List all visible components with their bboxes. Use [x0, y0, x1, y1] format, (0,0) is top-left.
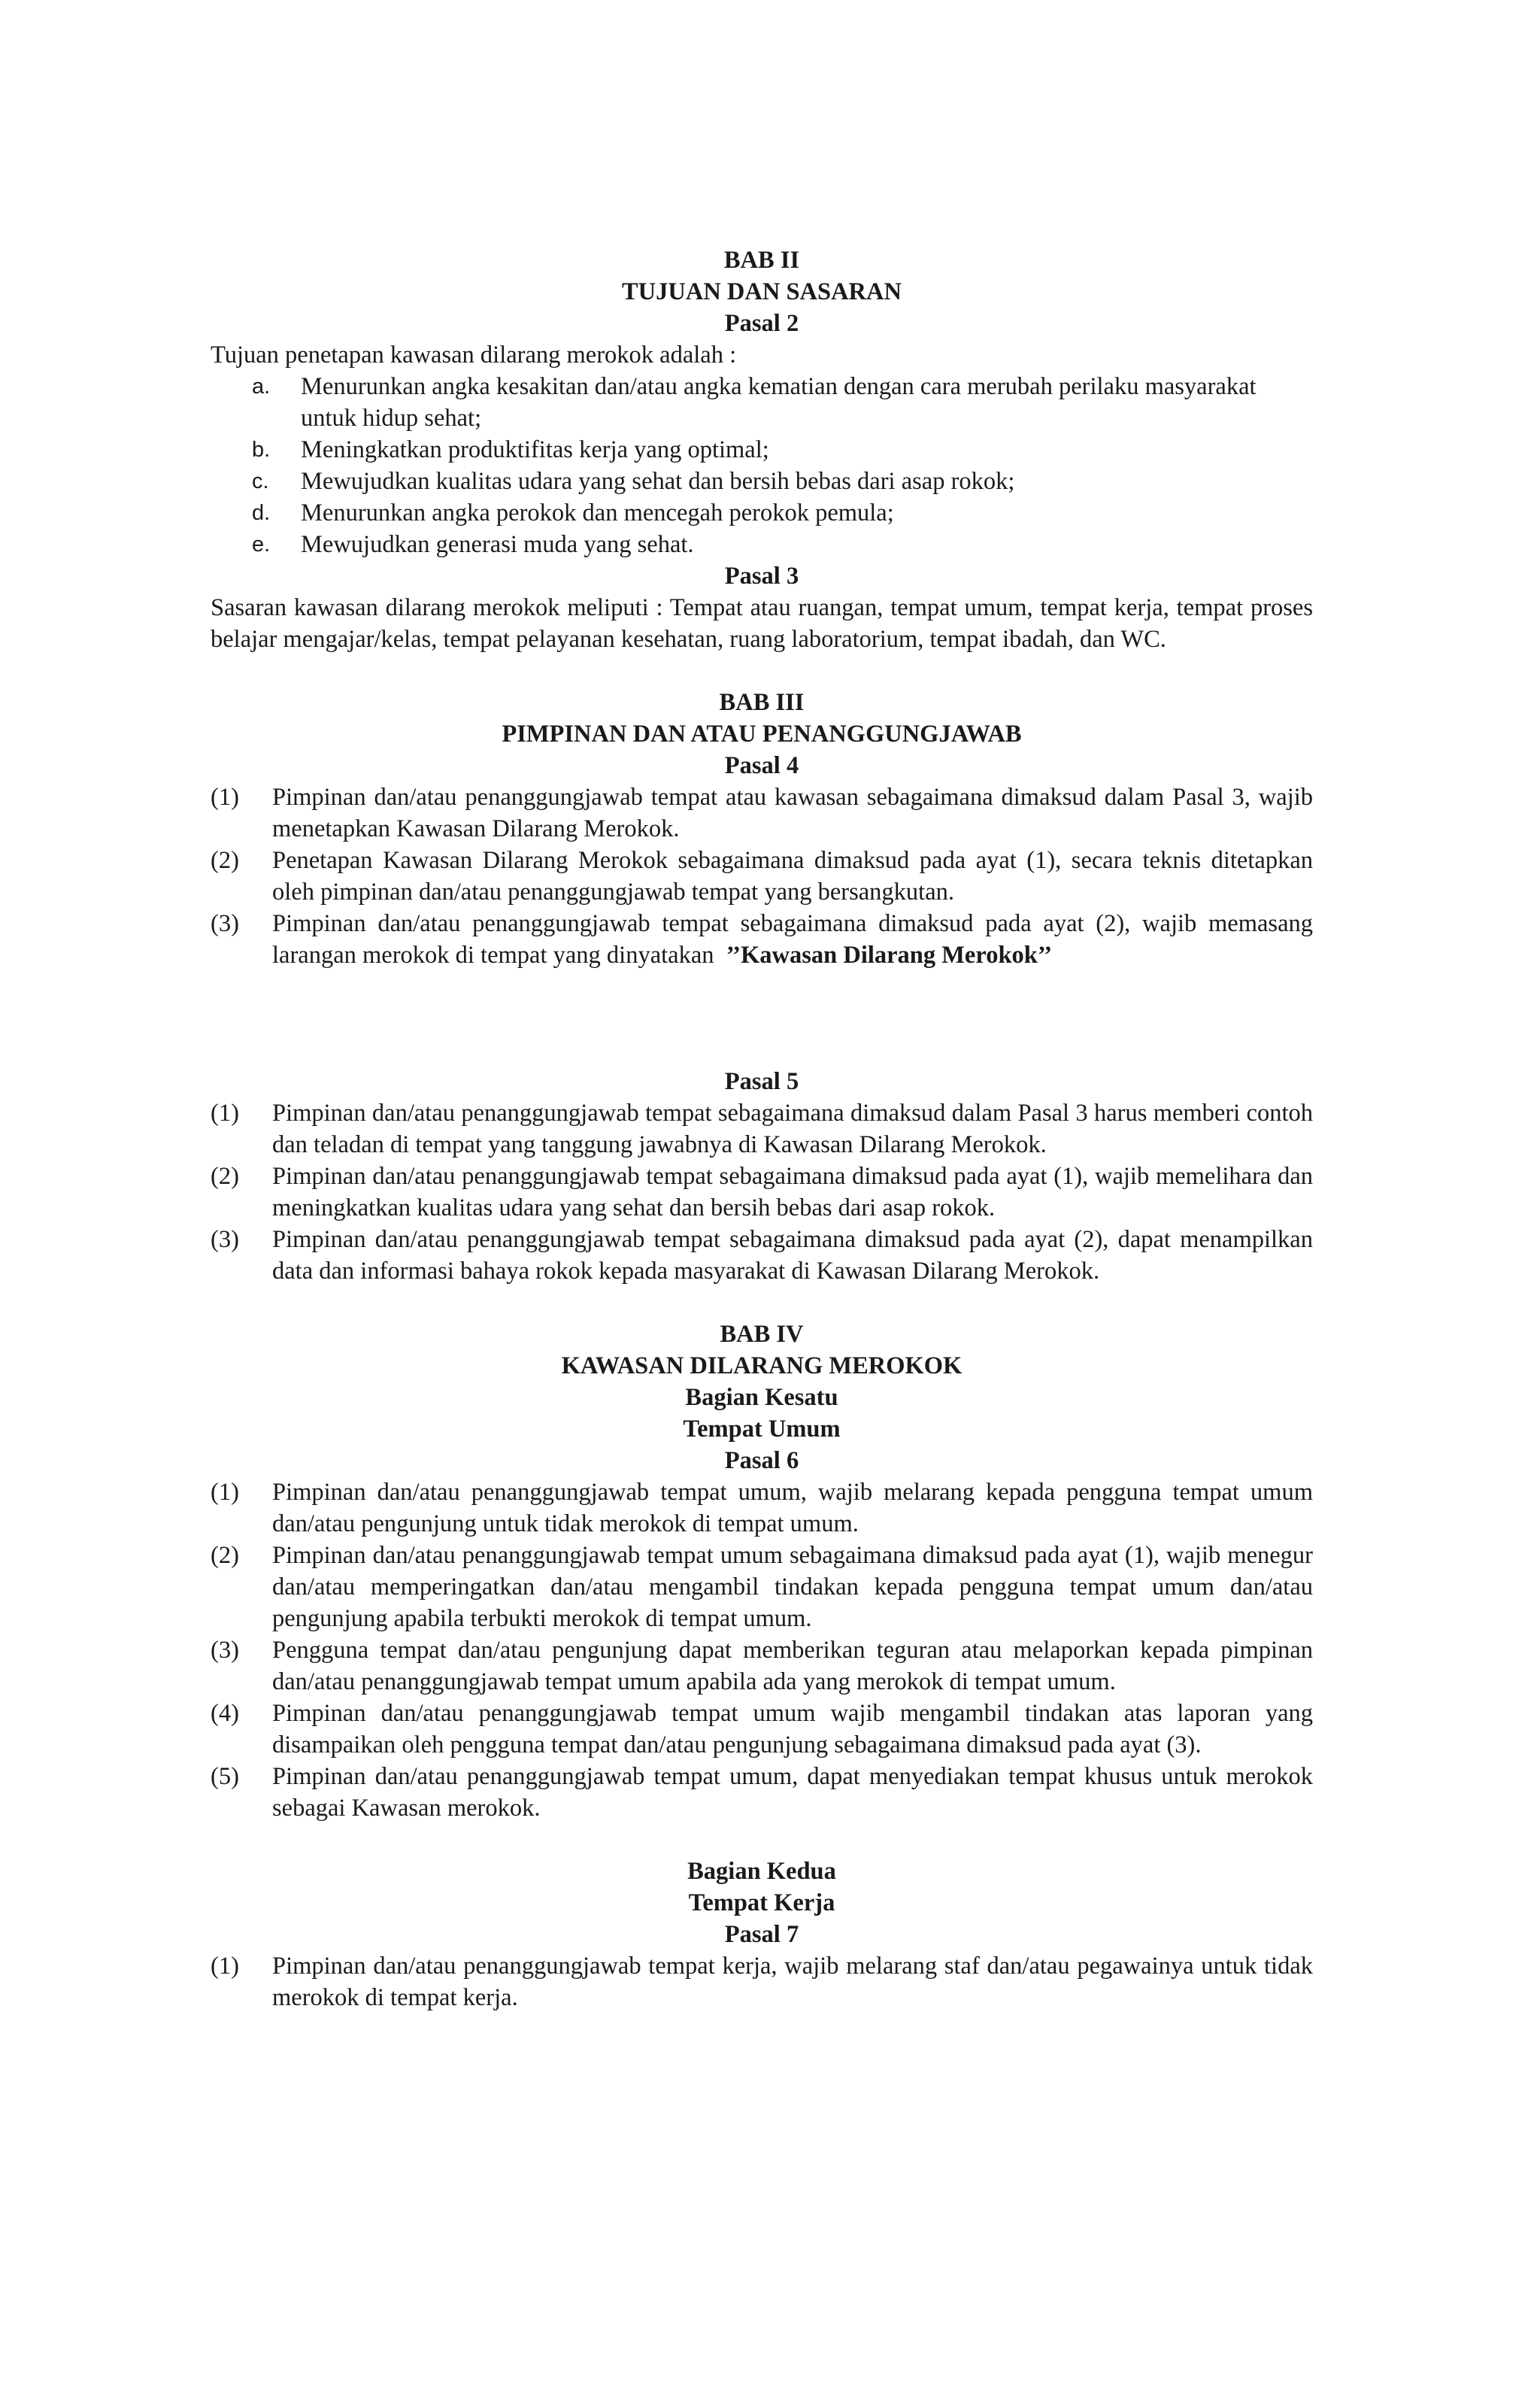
article-intro: Tujuan penetapan kawasan dilarang merokok adalah :: [211, 341, 737, 369]
clause-item: [211, 845, 1313, 908]
clause-text: Pimpinan dan/atau penanggungjawab tempat umum, wajib melarang kepada pengguna tempat umum dan/atau pengunjung untuk tidak merokok di tempat umum.: [272, 1479, 1313, 1537]
clause-item: [211, 1476, 1313, 1540]
objectives-list: [211, 371, 1313, 560]
article-heading: Pasal 2: [724, 310, 799, 337]
clause-text: Pimpinan dan/atau penanggungjawab tempat sebagaimana dimaksud dalam Pasal 3 harus memberi contoh dan teladan di tempat yang tanggung jawabnya di Kawasan Dilarang Merokok.: [272, 1100, 1313, 1158]
chapter-title: KAWASAN DILARANG MEROKOK: [561, 1352, 962, 1379]
list-text: Menurunkan angka kesakitan dan/atau angka kematian dengan cara merubah perilaku masyarakat untuk hidup sehat;: [301, 373, 1257, 432]
clause-number: (1): [211, 1479, 239, 1506]
article-clauses: [211, 1476, 1313, 1824]
clause-item: [211, 781, 1313, 845]
list-item: [211, 497, 1313, 529]
chapter-heading: BAB II: [723, 247, 800, 274]
clause-number: (4): [211, 1700, 239, 1727]
clause-emphasis: ’’Kawasan Dilarang Merokok’’: [726, 942, 1053, 969]
clause-item: [211, 1634, 1313, 1698]
clause-item: [211, 1761, 1313, 1824]
section-heading: Bagian Kesatu: [685, 1384, 838, 1411]
clause-text: Pimpinan dan/atau penanggungjawab tempat umum sebagaimana dimaksud pada ayat (1), wajib menegur dan/atau memperingatkan dan/atau mengambil tindakan kepada pengguna tempat umum dan/atau pengunjung apabila terbukti merokok di tempat umum.: [272, 1542, 1313, 1632]
list-marker: c.: [252, 469, 269, 493]
list-text: Meningkatkan produktifitas kerja yang optimal;: [301, 436, 769, 463]
list-item: [211, 434, 1313, 466]
clause-number: (3): [211, 910, 239, 937]
article-heading: Pasal 6: [724, 1447, 799, 1474]
clause-number: (1): [211, 1953, 239, 1980]
clause-item: [211, 1540, 1313, 1634]
article-heading: Pasal 7: [724, 1921, 799, 1948]
clause-text: Pimpinan dan/atau penanggungjawab tempat sebagaimana dimaksud pada ayat (2), dapat menampilkan data dan informasi bahaya rokok kepada masyarakat di Kawasan Dilarang Merokok.: [272, 1226, 1313, 1285]
article-heading: Pasal 3: [724, 563, 799, 590]
clause-text: Penetapan Kawasan Dilarang Merokok sebagaimana dimaksud pada ayat (1), secara teknis ditetapkan oleh pimpinan dan/atau penanggungjawab tempat yang bersangkutan.: [272, 847, 1313, 906]
list-text: Mewujudkan kualitas udara yang sehat dan bersih bebas dari asap rokok;: [301, 468, 1015, 495]
clause-item: [211, 1097, 1313, 1161]
clause-text: Pimpinan dan/atau penanggungjawab tempat sebagaimana dimaksud pada ayat (1), wajib memelihara dan meningkatkan kualitas udara yang sehat dan bersih bebas dari asap rokok.: [272, 1163, 1313, 1221]
list-text: Mewujudkan generasi muda yang sehat.: [301, 531, 694, 558]
section-title: Tempat Kerja: [688, 1889, 835, 1916]
section-heading: Bagian Kedua: [687, 1858, 836, 1885]
list-text: Menurunkan angka perokok dan mencegah perokok pemula;: [301, 499, 894, 526]
clause-text: Pimpinan dan/atau penanggungjawab tempat atau kawasan sebagaimana dimaksud dalam Pasal 3, wajib menetapkan Kawasan Dilarang Merokok.: [272, 784, 1313, 842]
clause-item: [211, 1224, 1313, 1287]
list-item: [211, 466, 1313, 497]
clause-text: [272, 908, 1313, 971]
clause-item: [211, 1950, 1313, 2013]
article-clauses: [211, 781, 1313, 971]
article-heading: Pasal 4: [724, 752, 799, 779]
list-marker: e.: [252, 533, 271, 557]
article-heading: Pasal 5: [724, 1068, 799, 1095]
clause-number: (2): [211, 847, 239, 874]
article-clauses: [211, 1950, 1313, 2013]
chapter-title: PIMPINAN DAN ATAU PENANGGUNGJAWAB: [502, 721, 1022, 748]
clause-item: [211, 908, 1313, 971]
list-item: [211, 371, 1313, 434]
clause-number: (1): [211, 784, 239, 811]
clause-text: Pimpinan dan/atau penanggungjawab tempat kerja, wajib melarang staf dan/atau pegawainya untuk tidak merokok di tempat kerja.: [272, 1953, 1313, 2011]
section-title: Tempat Umum: [683, 1416, 841, 1443]
clause-number: (1): [211, 1100, 239, 1127]
clause-text-main: Pimpinan dan/atau penanggungjawab tempat sebagaimana dimaksud pada ayat (2), wajib memasang larangan merokok di tempat yang dinyatakan: [272, 910, 1313, 969]
clause-text: Pimpinan dan/atau penanggungjawab tempat umum wajib mengambil tindakan atas laporan yang disampaikan oleh pengguna tempat dan/atau pengunjung sebagaimana dimaksud pada ayat (3).: [272, 1700, 1313, 1758]
clause-number: (3): [211, 1637, 239, 1664]
list-marker: d.: [252, 501, 271, 525]
chapter-title: TUJUAN DAN SASARAN: [622, 278, 902, 305]
clause-number: (2): [211, 1542, 239, 1569]
chapter-heading: BAB IV: [720, 1321, 804, 1348]
clause-text: Pimpinan dan/atau penanggungjawab tempat umum, dapat menyediakan tempat khusus untuk merokok sebagai Kawasan merokok.: [272, 1763, 1313, 1822]
list-marker: b.: [252, 438, 271, 462]
chapter-heading: BAB III: [719, 689, 805, 716]
article-paragraph: Sasaran kawasan dilarang merokok meliputi : Tempat atau ruangan, tempat umum, tempat kerja, tempat proses belajar mengajar/kelas, tempat pelayanan kesehatan, ruang laboratorium, tempat ibadah, dan WC.: [211, 594, 1313, 653]
clause-number: (5): [211, 1763, 239, 1790]
clause-number: (2): [211, 1163, 239, 1190]
clause-text: Pengguna tempat dan/atau pengunjung dapat memberikan teguran atau melaporkan kepada pimpinan dan/atau penanggungjawab tempat umum apabila ada yang merokok di tempat umum.: [272, 1637, 1313, 1695]
article-clauses: [211, 1097, 1313, 1287]
list-marker: a.: [252, 375, 271, 399]
list-item: [211, 529, 1313, 560]
clause-number: (3): [211, 1226, 239, 1253]
clause-item: [211, 1698, 1313, 1761]
document-page: [211, 244, 1313, 2013]
clause-item: [211, 1161, 1313, 1224]
